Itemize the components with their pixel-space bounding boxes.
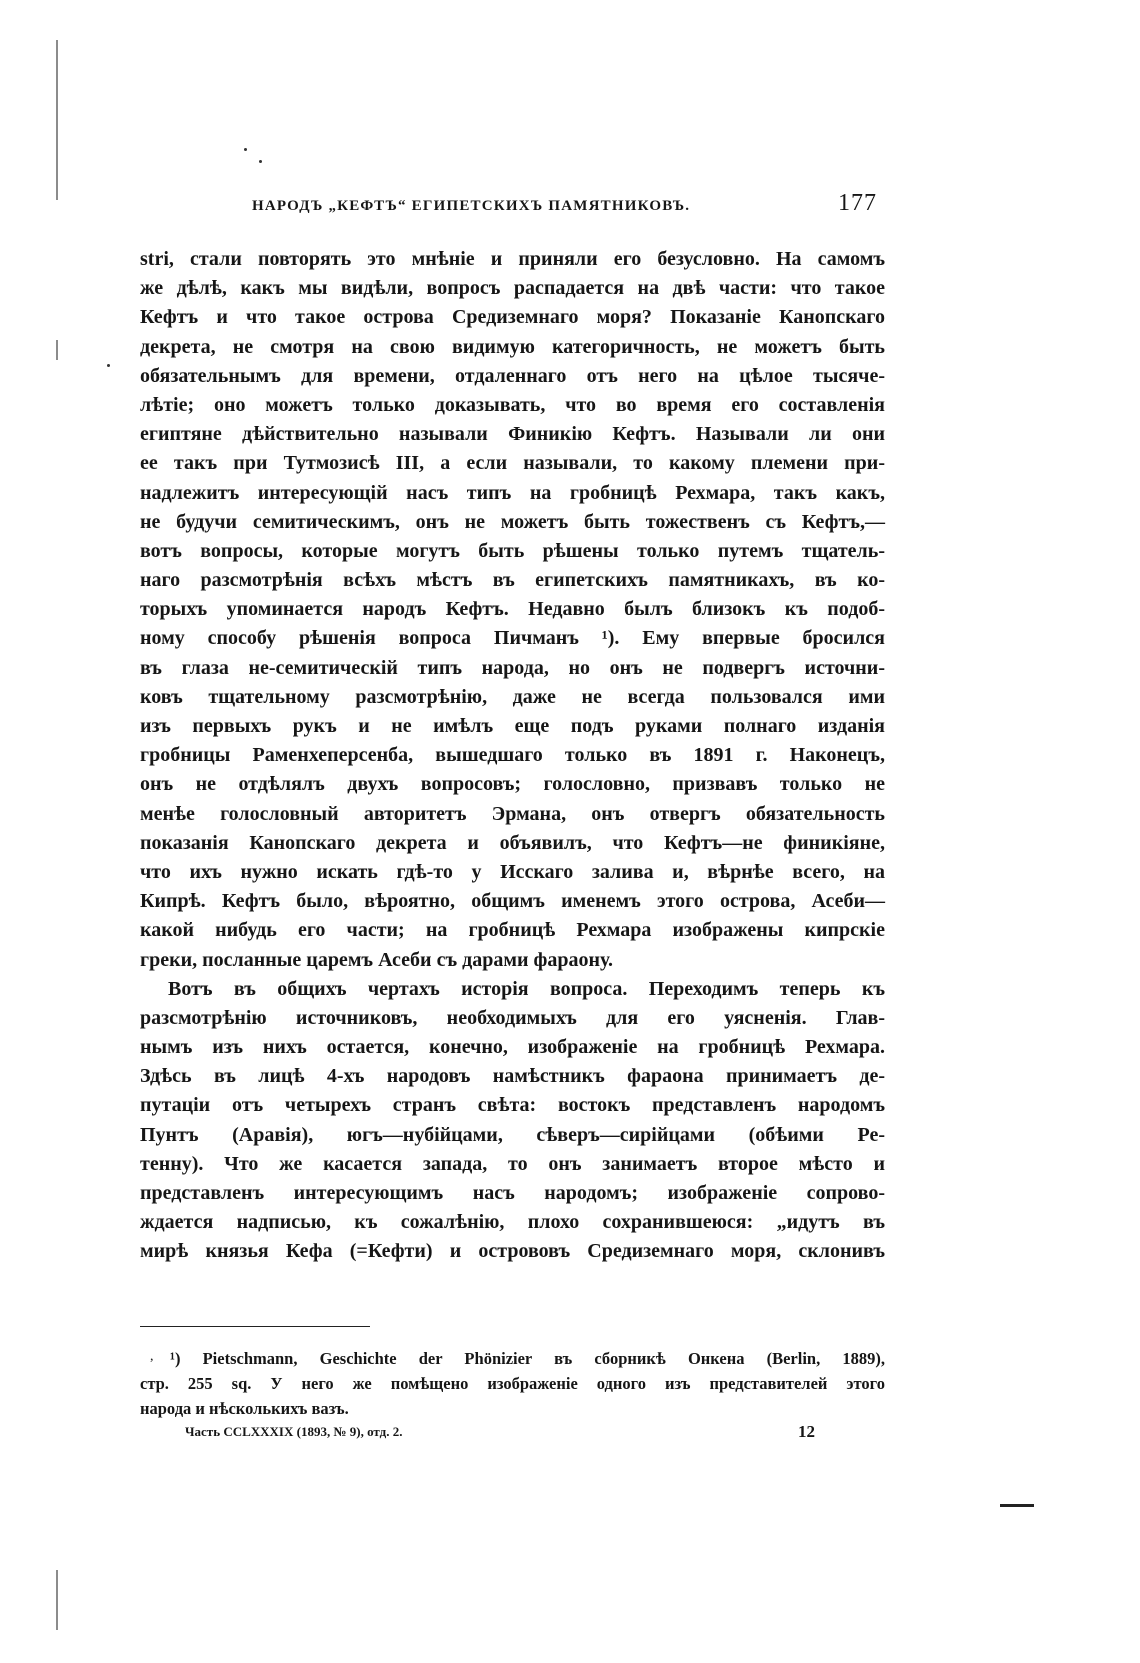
running-head: [140, 190, 885, 230]
printer-signature: [185, 1422, 815, 1446]
text-line: же дѣлѣ, какъ мы видѣли, вопросъ распадается на двѣ части: что такое: [140, 277, 885, 300]
text-line: изъ первыхъ рукъ и не имѣлъ еще подъ руками полнаго изданія: [140, 715, 885, 737]
scan-edge-mark: [56, 40, 58, 200]
running-title: НАРОДЪ „КЕФТЪ“ ЕГИПЕТСКИХЪ ПАМЯТНИКОВЪ.: [252, 198, 691, 214]
text-line: Кипрѣ. Кефтъ было, вѣроятно, общимъ именемъ этого острова, Асеби—: [140, 890, 885, 913]
text-line: не будучи семитическимъ, онъ не можетъ быть тожественъ съ Кефтъ,—: [140, 510, 885, 533]
text-line: мирѣ князья Кефа (=Кефти) и острововъ Средиземнаго моря, склонивъ: [140, 1240, 885, 1263]
text-line: ее такъ при Тутмозисѣ III, а если называли, то какому племени при-: [140, 452, 885, 475]
text-line: египтяне дѣйствительно называли Финикію Кефтъ. Называли ли они: [140, 423, 885, 446]
text-line: ковъ тщательному разсмотрѣнію, даже не всегда пользовался ими: [140, 685, 885, 708]
text-line: греки, посланные царемъ Асеби съ дарами фараону.: [140, 948, 613, 971]
text-line: надлежитъ интересующій насъ типъ на гробницѣ Рехмара, такъ какъ,: [140, 481, 885, 504]
text-line: торыхъ упоминается народъ Кефтъ. Недавно былъ близокъ къ подоб-: [140, 598, 885, 621]
text-line: Кефтъ и что такое острова Средиземнаго моря? Показаніе Канопскаго: [140, 306, 885, 329]
footnote-line: народа и нѣсколькихъ вазъ.: [140, 1399, 349, 1418]
body-text: [140, 245, 885, 1267]
signature-label: Часть CCLXXXIX (1893, № 9), отд. 2.: [185, 1424, 403, 1439]
text-line: онъ не отдѣлялъ двухъ вопросовъ; голословно, призвавъ только не: [140, 773, 885, 796]
text-line: въ глаза не-семитическій типъ народа, но онъ не подвергъ источни-: [140, 656, 885, 679]
text-line: тенну). Что же касается запада, то онъ занимаетъ второе мѣсто и: [140, 1152, 885, 1175]
text-line: вотъ вопросы, которые могутъ быть рѣшены только путемъ тщатель-: [140, 539, 885, 562]
footnote-divider: [140, 1326, 370, 1327]
text-line: какой нибудь его части; на гробницѣ Рехмара изображены кипрскіе: [140, 919, 885, 942]
scan-edge-mark: [56, 340, 58, 360]
text-line: Пунтъ (Аравія), югъ—нубійцами, сѣверъ—сирійцами (обѣими Ре-: [140, 1123, 885, 1146]
text-line: разсмотрѣнію источниковъ, необходимыхъ для его уясненія. Глав-: [140, 1006, 885, 1029]
text-line: наго разсмотрѣнія всѣхъ мѣстъ въ египетскихъ памятникахъ, въ ко-: [140, 569, 885, 592]
margin-dash-mark: [1000, 1504, 1034, 1507]
text-line: что ихъ нужно искать гдѣ-то у Исскаго залива и, вѣрнѣе всего, на: [140, 860, 885, 883]
footnote-line: стр. 255 sq. У него же помѣщено изображеніе одного изъ представителей этого: [140, 1374, 885, 1393]
text-line: нымъ изъ нихъ остается, конечно, изображеніе на гробницѣ Рехмара.: [140, 1036, 885, 1059]
page-number: 177: [838, 190, 877, 216]
footnote-line: ¹) Pietschmann, Geschichte der Phönizier въ сборникѣ Онкена (Berlin, 1889),: [170, 1349, 885, 1368]
text-line: декрета, не смотря на свою видимую категоричность, не можетъ быть: [140, 335, 885, 358]
text-line: stri, стали повторять это мнѣніе и приняли его безусловно. На самомъ: [140, 248, 885, 270]
text-line: показанія Канопскаго декрета и объявилъ, что Кефтъ—не финикіяне,: [140, 831, 885, 854]
text-line: менѣе голословный авторитетъ Эрмана, онъ отвергъ обязательность: [140, 802, 885, 825]
text-line: гробницы Раменхеперсенба, вышедшаго только въ 1891 г. Наконецъ,: [140, 744, 885, 767]
scan-speck: [259, 160, 262, 163]
text-line: ждается надписью, къ сожалѣнію, плохо сохранившеюся: „идутъ въ: [140, 1211, 885, 1234]
scan-edge-mark: [56, 1570, 58, 1630]
text-line: лѣтіе; оно можетъ только доказывать, что во время его составленія: [140, 393, 885, 416]
scan-speck: [107, 364, 110, 367]
text-line: представленъ интересующимъ насъ народомъ; изображеніе сопрово-: [140, 1182, 885, 1204]
margin-tick-mark: ,: [150, 1349, 154, 1364]
text-line: ному способу рѣшенія вопроса Пичманъ ¹). Ему впервые бросился: [140, 627, 885, 650]
text-line: обязательнымъ для времени, отдаленнаго отъ него на цѣлое тысяче-: [140, 364, 885, 387]
text-line: Здѣсь въ лицѣ 4-хъ народовъ намѣстникъ фараона принимаетъ де-: [140, 1065, 885, 1088]
scan-speck: [244, 148, 247, 151]
paragraph-start-line: Вотъ въ общихъ чертахъ исторія вопроса. Переходимъ теперь къ: [168, 977, 885, 1000]
signature-number: 12: [798, 1422, 815, 1441]
footnote: [140, 1346, 885, 1421]
text-line: путаціи отъ четырехъ странъ свѣта: востокъ представленъ народомъ: [140, 1094, 885, 1117]
